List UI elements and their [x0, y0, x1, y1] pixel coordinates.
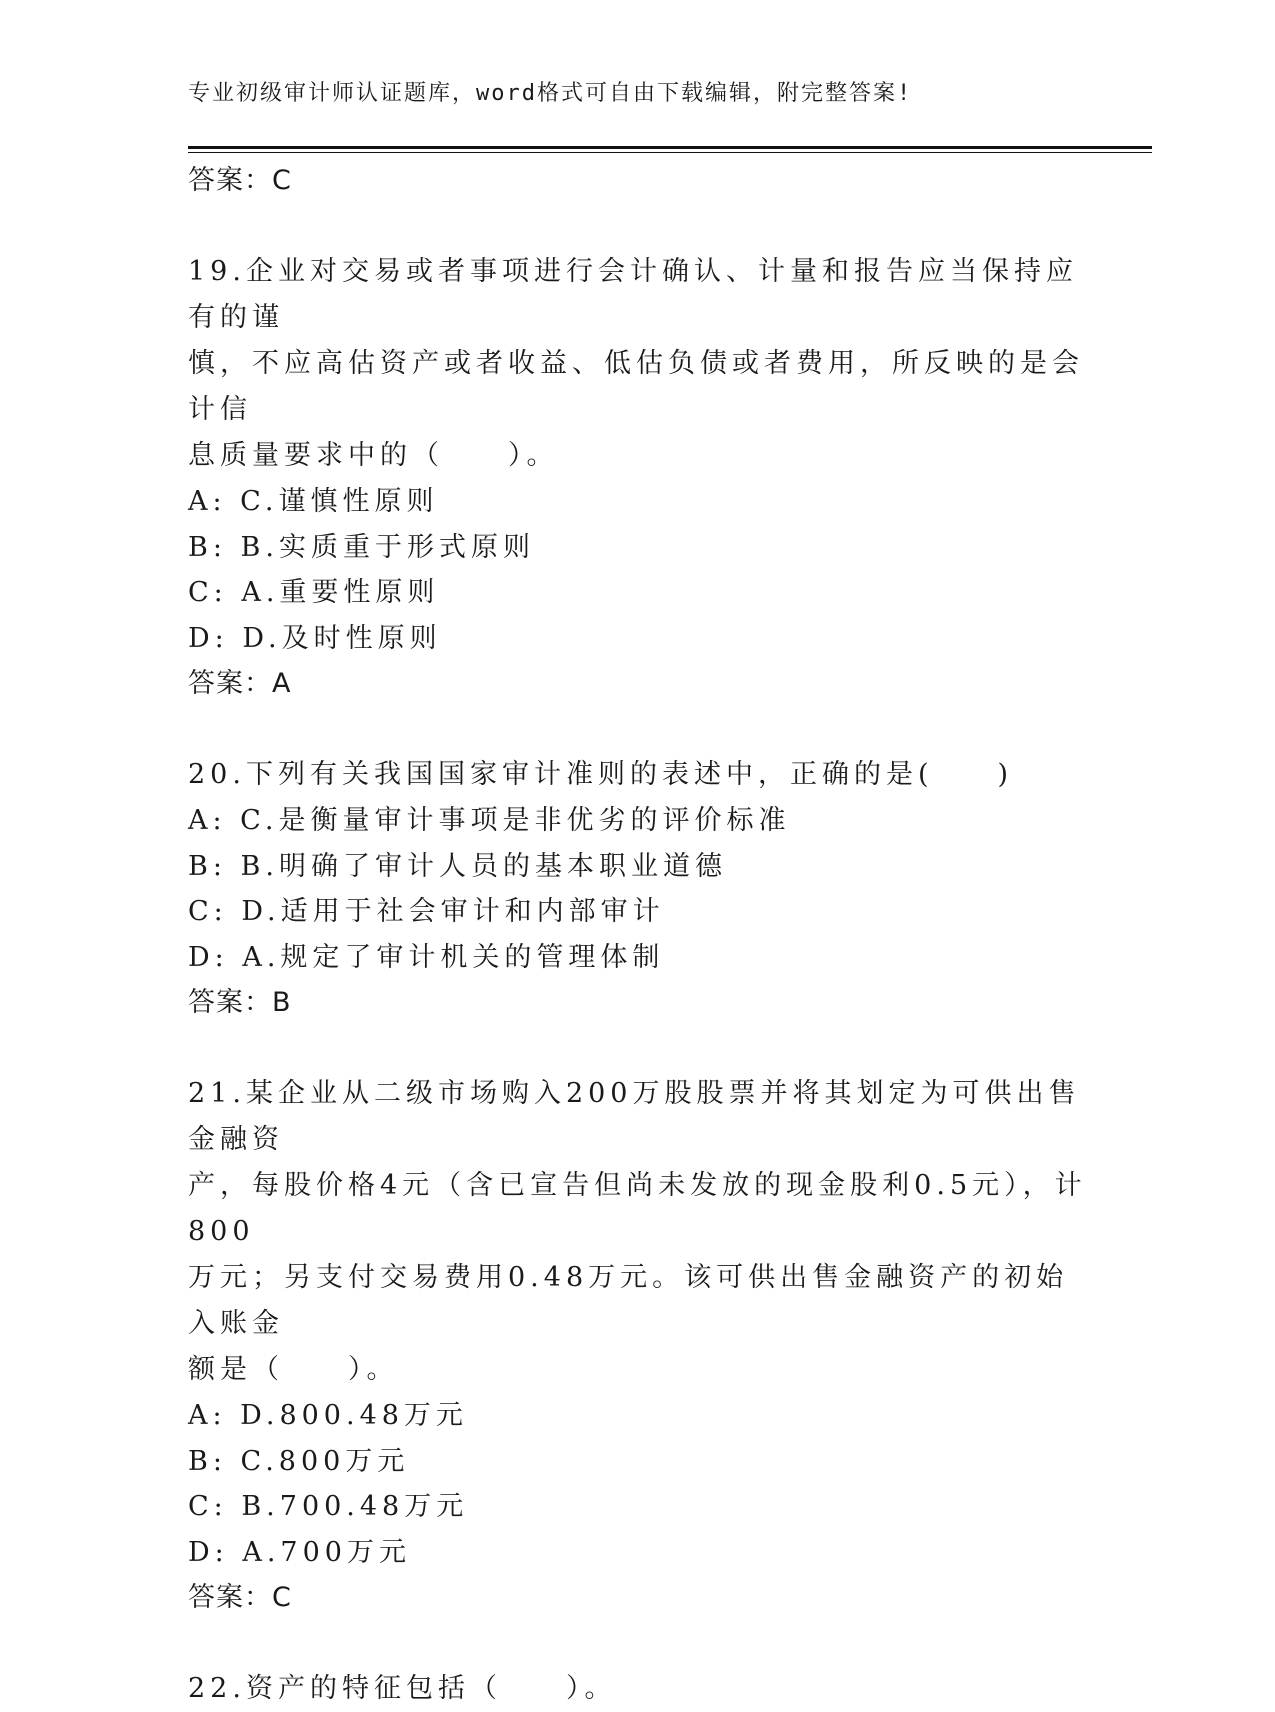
- question-text-line: 产，每股价格4元（含已宣告但尚未发放的现金股利0.5元），计800: [188, 1170, 1087, 1247]
- question-22: [188, 1666, 1088, 1712]
- option-c: C: A.重要性原则: [188, 577, 440, 608]
- option-d: D: A.700万元: [188, 1536, 411, 1568]
- page-header: 专业初级审计师认证题库，word格式可自由下载编辑，附完整答案!: [188, 81, 913, 106]
- option-d: D: A.规定了审计机关的管理体制: [188, 941, 665, 973]
- option-c: C: D.适用于社会审计和内部审计: [188, 896, 665, 927]
- question-text-line: 息质量要求中的（ ）。: [188, 440, 559, 471]
- header-rule: [188, 146, 1152, 149]
- question-text-line: 20.下列有关我国国家审计准则的表述中，正确的是( ): [188, 759, 1014, 790]
- question-20: [188, 752, 1088, 1026]
- question-text-line: 22.资产的特征包括（ ）。: [188, 1673, 617, 1704]
- answer-label: 答案：C: [188, 1582, 292, 1613]
- option-b: B: C.800万元: [188, 1445, 410, 1477]
- header-rule-thin: [188, 152, 1152, 153]
- document-content: [188, 158, 1088, 1712]
- answer-label: 答案：B: [188, 987, 292, 1018]
- option-b: B: B.实质重于形式原则: [188, 531, 535, 563]
- question-19: [188, 249, 1088, 707]
- question-text-line: 21.某企业从二级市场购入200万股股票并将其划定为可供出售金融资: [188, 1078, 1081, 1155]
- option-b: B: B.明确了审计人员的基本职业道德: [188, 850, 727, 882]
- question-text-line: 慎，不应高估资产或者收益、低估负债或者费用，所反映的是会计信: [188, 348, 1084, 425]
- option-c: C: B.700.48万元: [188, 1491, 469, 1522]
- question-text-line: 额是（ ）。: [188, 1354, 399, 1385]
- option-a: A: D.800.48万元: [188, 1400, 468, 1431]
- answer-label: 答案：C: [188, 165, 292, 196]
- option-a: A: C.是衡量审计事项是非优劣的评价标准: [188, 805, 791, 836]
- answer-label: 答案：A: [188, 668, 292, 699]
- option-d: D: D.及时性原则: [188, 622, 442, 654]
- question-21: [188, 1071, 1088, 1621]
- option-a: A: C.谨慎性原则: [188, 486, 439, 517]
- question-text-line: 万元；另支付交易费用0.48万元。该可供出售金融资产的初始入账金: [188, 1262, 1069, 1339]
- question-text-line: 19.企业对交易或者事项进行会计确认、计量和报告应当保持应有的谨: [188, 256, 1078, 333]
